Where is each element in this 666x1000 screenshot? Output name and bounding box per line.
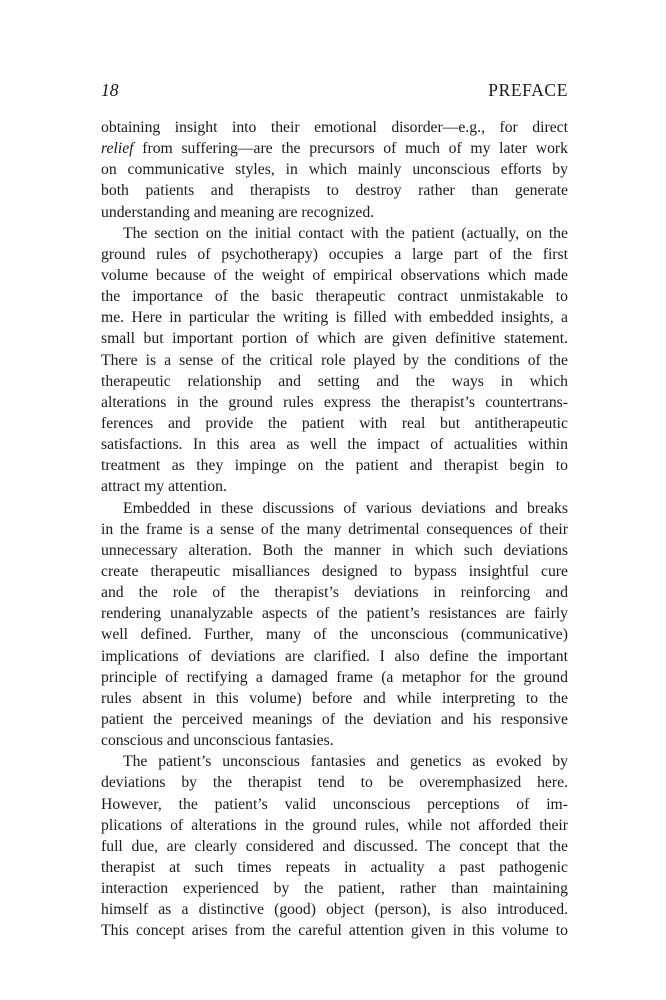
text-segment: deviations by the therapist tend to be overemphasized here. bbox=[101, 774, 568, 792]
text-line bbox=[101, 328, 568, 349]
text-line bbox=[101, 920, 568, 941]
text-line bbox=[101, 180, 568, 201]
text-line bbox=[101, 455, 568, 476]
text-line bbox=[101, 709, 568, 730]
text-segment: understanding and meaning are recognized. bbox=[101, 203, 375, 221]
text-segment: plications of alterations in the ground rules, while not afforded their bbox=[101, 816, 568, 834]
running-head bbox=[101, 80, 568, 104]
text-segment: patient the perceived meanings of the deviation and his responsive bbox=[101, 710, 568, 728]
text-line bbox=[101, 202, 568, 223]
text-line bbox=[101, 498, 568, 519]
text-line bbox=[101, 540, 568, 561]
text-line bbox=[101, 561, 568, 582]
text-segment: obtaining insight into their emotional disorder—e.g., for direct bbox=[101, 119, 568, 136]
text-line bbox=[101, 265, 568, 286]
text-line bbox=[101, 159, 568, 180]
text-segment: principle of rectifying a damaged frame (a metaphor for the ground bbox=[101, 668, 568, 686]
text-line bbox=[101, 751, 568, 772]
text-line bbox=[101, 519, 568, 540]
text-line bbox=[101, 815, 568, 836]
text-line bbox=[101, 688, 568, 709]
text-segment: This concept arises from the careful attention given in this volume to bbox=[101, 922, 568, 940]
text-segment: in the frame is a sense of the many detrimental consequences of their bbox=[101, 520, 568, 538]
text-line bbox=[101, 476, 568, 497]
text-line bbox=[101, 434, 568, 455]
text-line bbox=[101, 286, 568, 307]
text-segment: rules absent in this volume) before and while interpreting to the bbox=[101, 689, 568, 707]
text-line bbox=[101, 350, 568, 371]
text-line bbox=[101, 836, 568, 857]
text-segment: There is a sense of the critical role played by the conditions of the bbox=[101, 351, 568, 369]
text-segment: satisfactions. In this area as well the impact of actualities within bbox=[101, 436, 568, 454]
italic-text: relief bbox=[101, 140, 134, 158]
text-segment: well defined. Further, many of the unconscious (communicative) bbox=[101, 626, 568, 644]
text-segment: and the role of the therapist’s deviations in reinforcing and bbox=[101, 584, 568, 602]
text-line bbox=[101, 392, 568, 413]
text-line bbox=[101, 857, 568, 878]
text-line bbox=[101, 878, 568, 899]
text-segment: interaction experienced by the patient, rather than maintaining bbox=[101, 880, 568, 898]
text-line bbox=[101, 603, 568, 624]
text-segment: treatment as they impinge on the patient and therapist begin to bbox=[101, 457, 568, 475]
text-line bbox=[101, 582, 568, 603]
text-segment: However, the patient’s valid unconscious perceptions of im- bbox=[101, 795, 568, 813]
body-text bbox=[101, 117, 568, 941]
text-line bbox=[101, 730, 568, 751]
text-segment: unnecessary alteration. Both the manner in which such deviations bbox=[101, 541, 568, 559]
text-line bbox=[101, 772, 568, 793]
text-line bbox=[101, 413, 568, 434]
text-segment: from suffering—are the precursors of much of my later work bbox=[133, 140, 568, 158]
text-segment: both patients and therapists to destroy rather than generate bbox=[101, 182, 568, 200]
text-segment: me. Here in particular the writing is filled with embedded insights, a bbox=[101, 309, 568, 327]
text-segment: himself as a distinctive (good) object (person), is also introduced. bbox=[101, 901, 568, 919]
text-line bbox=[101, 899, 568, 920]
text-segment: ferences and provide the patient with real but antitherapeutic bbox=[101, 414, 568, 432]
text-line bbox=[101, 244, 568, 265]
text-segment: ground rules of psychotherapy) occupies a large part of the first bbox=[101, 245, 568, 263]
text-segment: full due, are clearly considered and discussed. The concept that the bbox=[101, 837, 568, 855]
text-segment: implications of deviations are clarified. I also define the important bbox=[101, 647, 568, 665]
text-segment: rendering unanalyzable aspects of the patient’s resistances are fairly bbox=[101, 605, 568, 623]
text-line bbox=[101, 667, 568, 688]
text-segment: alterations in the ground rules express the therapist’s countertrans- bbox=[101, 393, 568, 411]
text-segment: therapeutic relationship and setting and the ways in which bbox=[101, 372, 568, 390]
text-segment: volume because of the weight of empirical observations which made bbox=[101, 266, 568, 284]
text-segment: small but important portion of which are given definitive statement. bbox=[101, 330, 568, 348]
text-segment: The patient’s unconscious fantasies and genetics as evoked by bbox=[123, 753, 568, 771]
text-segment: attract my attention. bbox=[101, 478, 227, 496]
text-segment: on communicative styles, in which mainly unconscious efforts by bbox=[101, 161, 568, 179]
text-segment: Embedded in these discussions of various deviations and breaks bbox=[123, 499, 568, 517]
text-segment: therapist at such times repeats in actuality a past pathogenic bbox=[101, 858, 568, 876]
text-line bbox=[101, 117, 568, 138]
text-line bbox=[101, 624, 568, 645]
text-line bbox=[101, 794, 568, 815]
running-title: PREFACE bbox=[488, 80, 568, 100]
text-segment: the importance of the basic therapeutic contract unmistakable to bbox=[101, 288, 568, 306]
text-line bbox=[101, 307, 568, 328]
text-segment: The section on the initial contact with the patient (actually, on the bbox=[123, 224, 568, 242]
text-line bbox=[101, 646, 568, 667]
text-line bbox=[101, 371, 568, 392]
text-segment: create therapeutic misalliances designed to bypass insightful cure bbox=[101, 562, 568, 580]
page-number: 18 bbox=[101, 80, 119, 100]
text-segment: conscious and unconscious fantasies. bbox=[101, 732, 334, 750]
text-line bbox=[101, 223, 568, 244]
text-line bbox=[101, 138, 568, 159]
